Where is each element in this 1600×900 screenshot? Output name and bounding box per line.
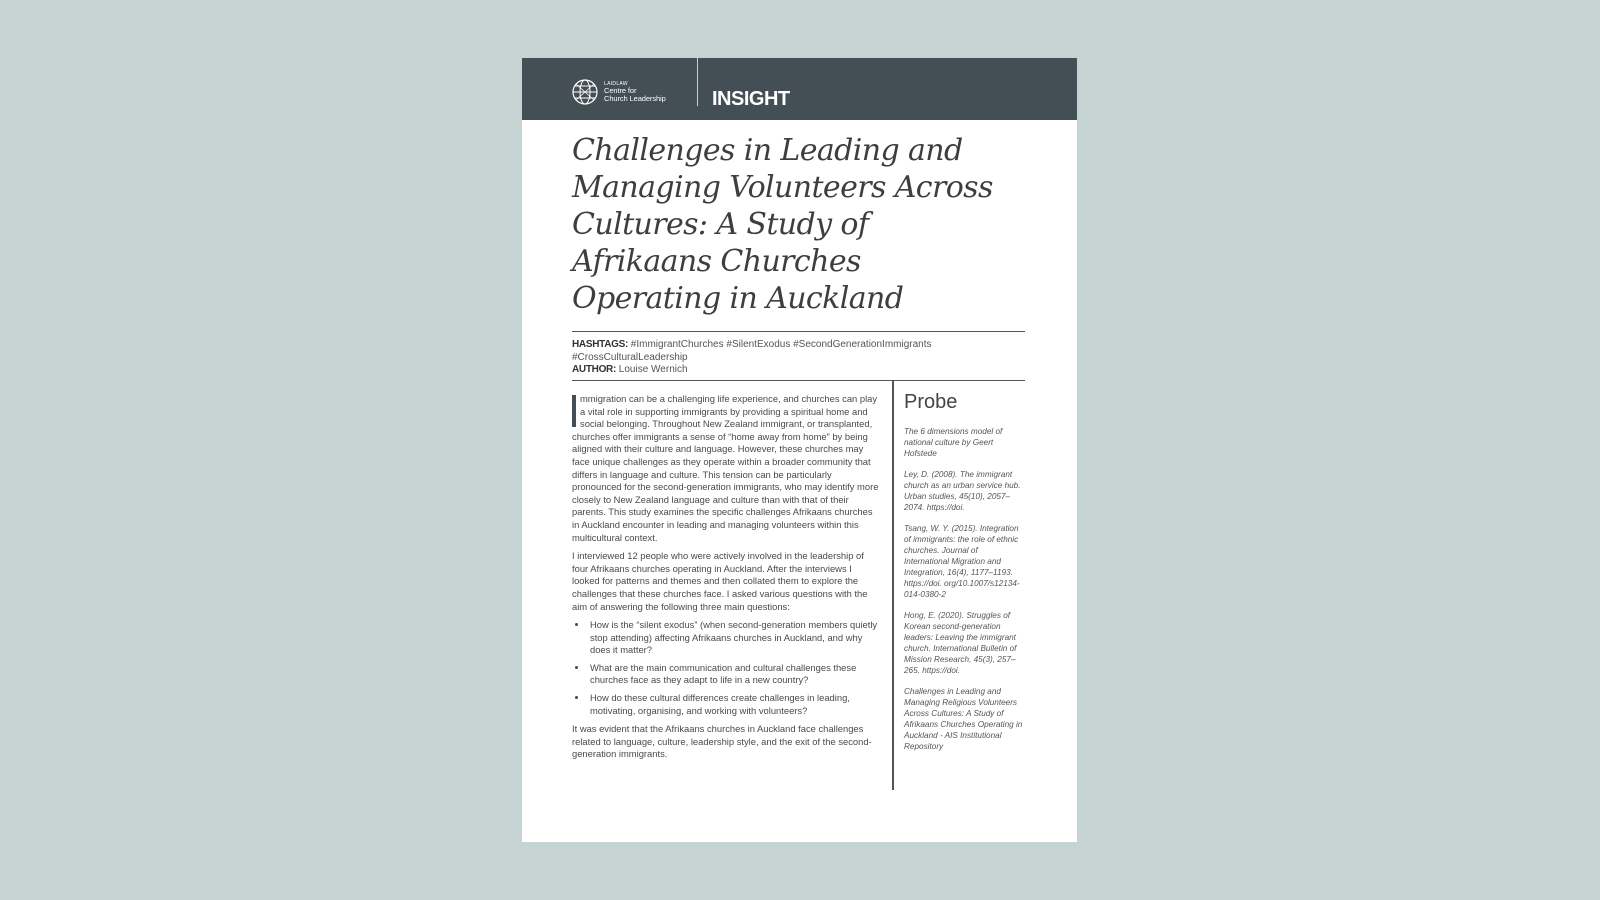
list-item: • What are the main communication and cultural challenges these churches face as they adapt to life in a new country?: [588, 662, 880, 687]
list-item: • How do these cultural differences create challenges in leading, motivating, organising, and working with volunteers?: [588, 692, 880, 717]
column-divider: [892, 380, 894, 790]
drop-cap-i: [572, 395, 576, 427]
body-text: [572, 393, 880, 767]
insight-label: INSIGHT: [712, 88, 790, 110]
organisation-name: [604, 81, 666, 103]
meta-rule: [572, 380, 1025, 381]
metadata: [572, 339, 1025, 377]
document-title: Challenges in Leading and Managing Volunteers Across Cultures: A Study of Afrikaans Churches Operating in Auckland: [572, 133, 993, 316]
header-divider: [697, 58, 698, 106]
logo-line-1: Centre for: [604, 86, 637, 95]
probe-heading: Probe: [904, 391, 958, 413]
reference-item: Hong, E. (2020). Struggles of Korean second-generation leaders: Leaving the immigrant church. International Bulletin of Mission Research, 45(3), 257–265. https://doi.: [904, 611, 1017, 675]
body-paragraph-2: I interviewed 12 people who were actively involved in the leadership of four Afrikaans churches operating in Auckland. After the interviews I looked for patterns and themes and then collated them to explore the challenges that these churches face. I asked various questions with the aim of answering the following three main questions:: [572, 550, 868, 612]
hashtags-label: HASHTAGS:: [572, 339, 629, 350]
logo-small-text: LAIDLAW: [604, 81, 628, 87]
title-rule: [572, 331, 1025, 332]
reference-item: Tsang, W. Y. (2015). Integration of immigrants: the role of ethnic churches. Journal of International Migration and Integration, 16(4), 1177–1193. https://doi. org/10.1007/s12134-014-0380-2: [904, 524, 1020, 599]
logo-line-2: Church Leadership: [604, 94, 666, 103]
question-list: [572, 619, 880, 717]
globe-logo-icon: [572, 79, 598, 105]
author-label: AUTHOR:: [572, 364, 617, 375]
author-name: Louise Wernich: [618, 364, 688, 375]
probe-sidebar: [904, 391, 1024, 762]
hashtags: #ImmigrantChurches #SilentExodus #SecondGenerationImmigrants #CrossCulturalLeadership: [572, 339, 932, 363]
paragraph-1-text: mmigration can be a challenging life experience, and churches can play a vital role in supporting immigrants by providing a spiritual home and social belonging. Throughout New Zealand immigrant, or transplanted, churches offer immigrants a sense of “home away from home” by being aligned with their culture and language. However, these churches may face unique challenges as they operate within a broader community that differs in language and culture. This tension can be particularly pronounced for the second-generation immigrants, who may identify more closely to New Zealand language and culture than with that of their parents. This study examines the specific challenges Afrikaans churches in Auckland encounter in leading and managing volunteers within this multicultural context.: [572, 393, 879, 543]
list-item: • How is the “silent exodus” (when second-generation members quietly stop attending) affecting Afrikaans churches in Auckland, and why does it matter?: [588, 619, 880, 657]
page-header: [522, 58, 1077, 120]
reference-item: Challenges in Leading and Managing Religious Volunteers Across Cultures: A Study of Afrikaans Churches Operating in Auckland - AIS Institutional Repository: [904, 687, 1023, 751]
body-paragraph-1: [572, 393, 880, 544]
document-page: [522, 58, 1077, 842]
body-paragraph-3: It was evident that the Afrikaans churches in Auckland face challenges related to language, culture, leadership style, and the exit of the second-generation immigrants.: [572, 723, 872, 760]
reference-item: The 6 dimensions model of national culture by Geert Hofstede: [904, 427, 1003, 458]
reference-item: Ley, D. (2008). The immigrant church as an urban service hub. Urban studies, 45(10), 2057–2074. https://doi.: [904, 470, 1021, 512]
